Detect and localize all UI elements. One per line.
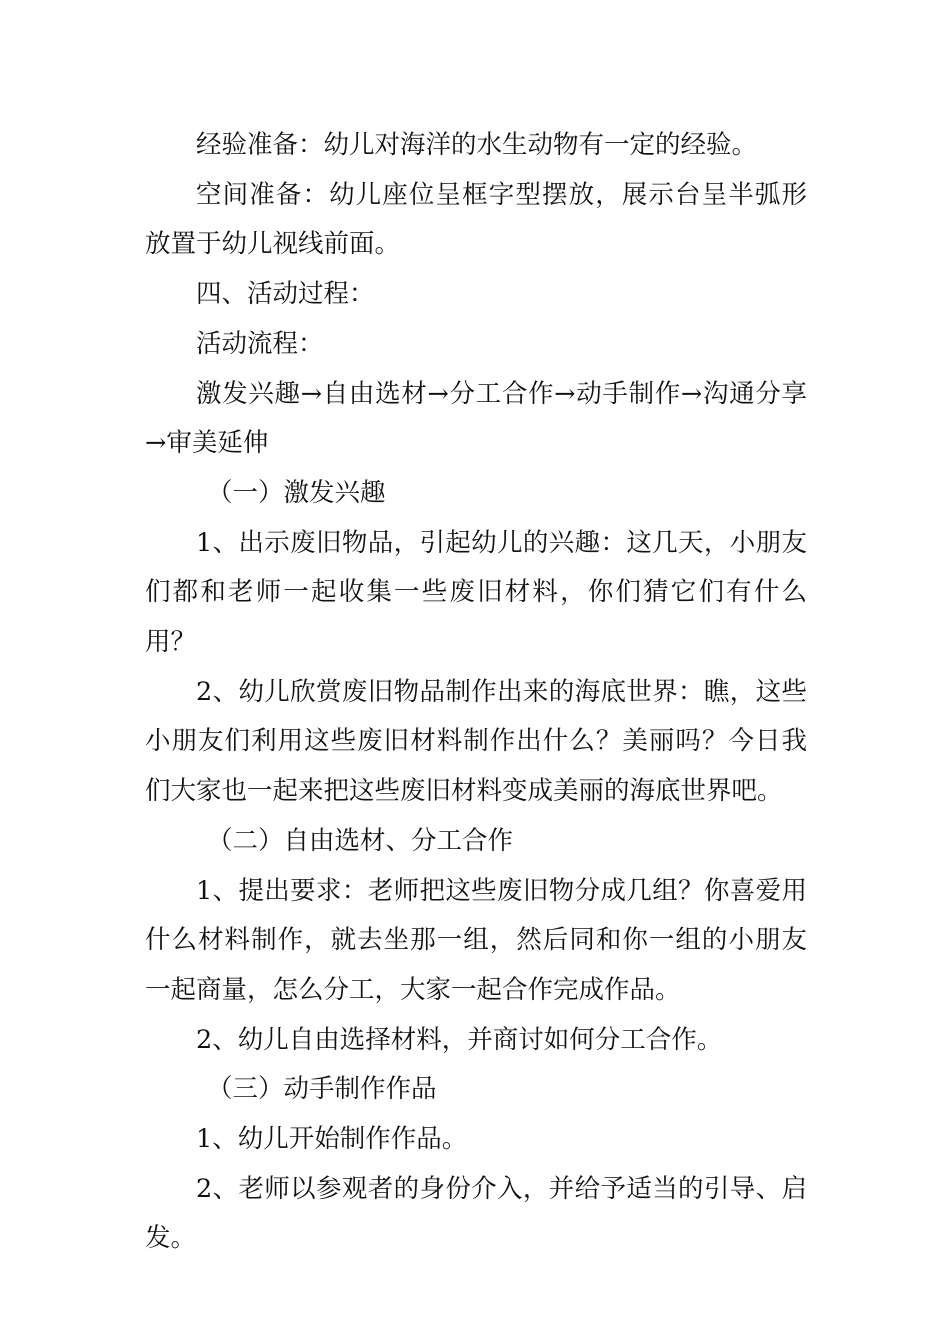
- section-heading: 四、活动过程：: [196, 279, 375, 310]
- paragraph: 2、老师以参观者的身份介入，并给予适当的引导、启发。: [145, 1173, 807, 1254]
- paragraph: 活动流程：: [196, 328, 324, 359]
- paragraph: 经验准备：幼儿对海洋的水生动物有一定的经验。: [196, 130, 758, 160]
- paragraph: 空间准备：幼儿座位呈框字型摆放，展示台呈半弧形放置于幼儿视线前面。: [145, 179, 807, 260]
- paragraph: 1、出示废旧物品，引起幼儿的兴趣：这几天，小朋友们都和老师一起收集一些废旧材料，你们猜它们有什么用？: [145, 527, 807, 658]
- subsection-heading: （三）动手制作作品: [207, 1074, 437, 1105]
- paragraph: 激发兴趣→自由选材→分工合作→动手制作→沟通分享→审美延伸: [145, 378, 807, 459]
- document-body: [145, 121, 807, 1264]
- paragraph: 1、幼儿开始制作作品。: [196, 1124, 468, 1155]
- subsection-heading: （一）激发兴趣: [207, 477, 386, 508]
- paragraph: 2、幼儿自由选择材料，并商讨如何分工合作。: [196, 1024, 723, 1055]
- subsection-heading: （二）自由选材、分工合作: [207, 825, 514, 856]
- paragraph: 2、幼儿欣赏废旧物品制作出来的海底世界：瞧，这些小朋友们利用这些废旧材料制作出什么？美丽吗？今日我们大家也一起来把这些废旧材料变成美丽的海底世界吧。: [145, 676, 807, 807]
- paragraph: 1、提出要求：老师把这些废旧物分成几组？你喜爱用什么材料制作，就去坐那一组，然后同和你一组的小朋友一起商量，怎么分工，大家一起合作完成作品。: [145, 875, 807, 1005]
